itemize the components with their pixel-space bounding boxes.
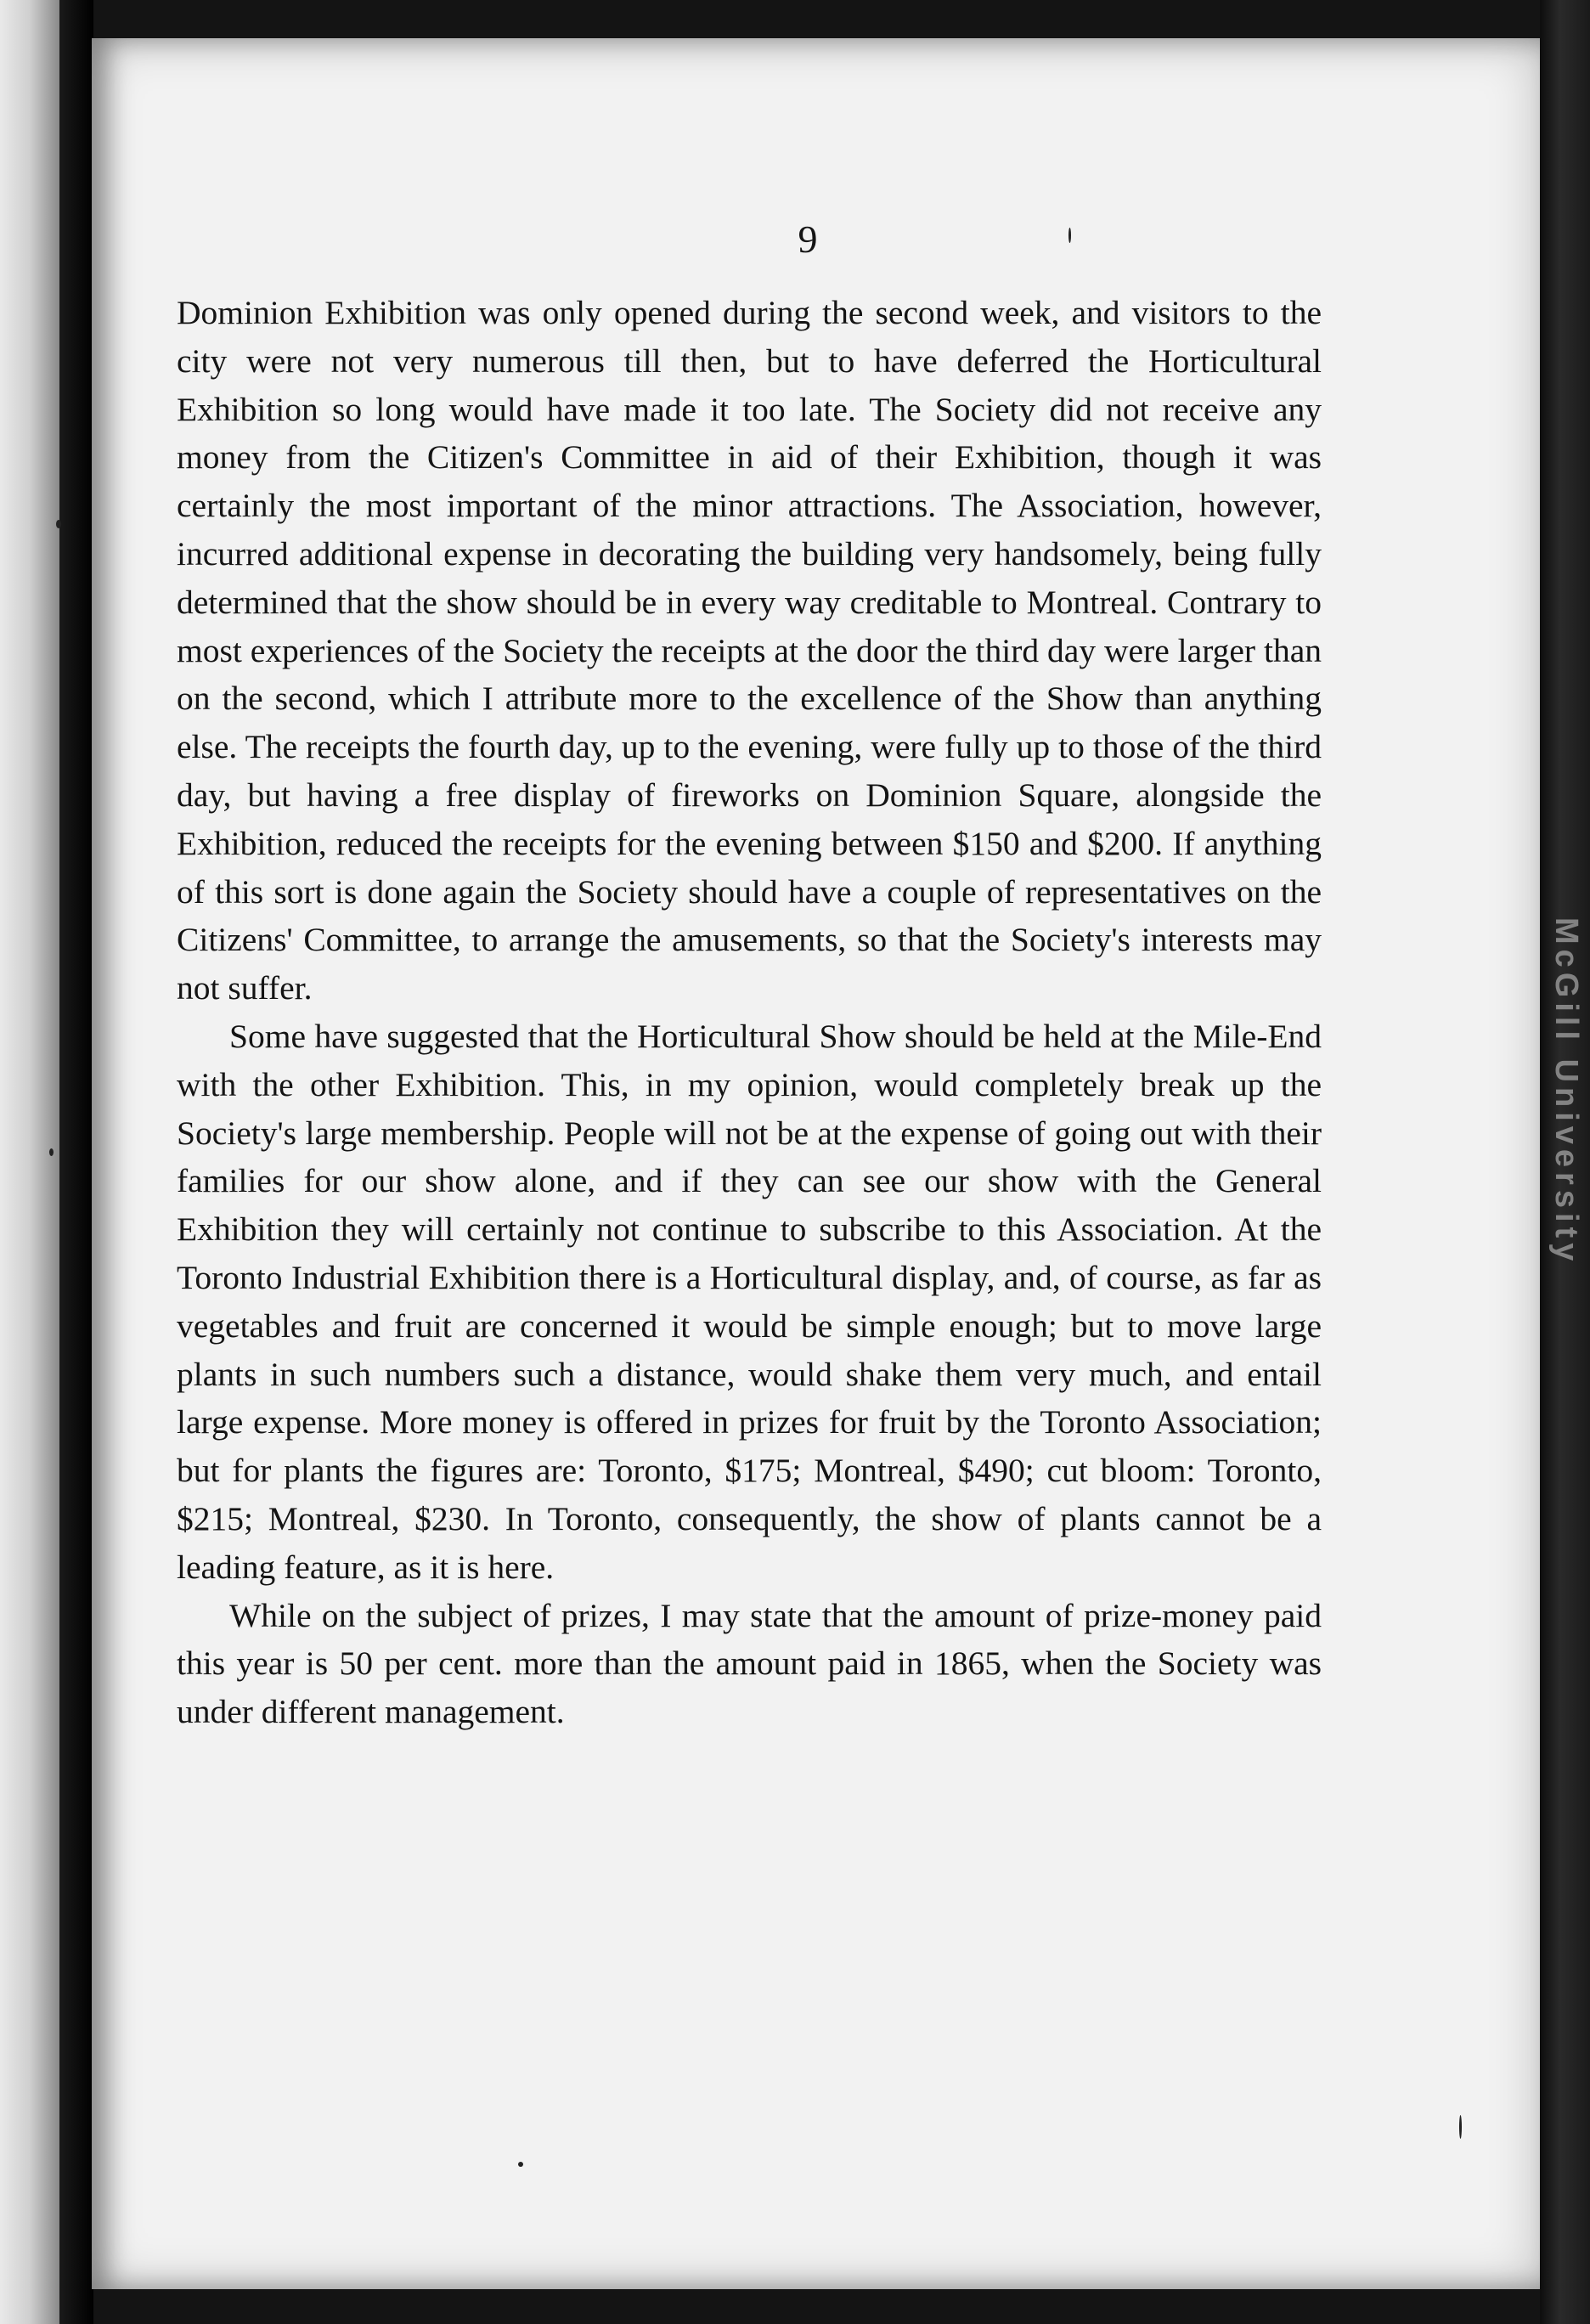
paragraph-1: Dominion Exhibition was only opened during the second week, and visitors to the city were not very numerous till then, but to have deferred the Horticultural Exhibition so long would have made it too late. The Society did not receive any money from the Citizen's Committee in aid of their Exhibition, though it was certainly the most important of the minor attractions. The Association, however, incurred additional expense in decorating the building very handsomely, being fully determined that the show should be in every way creditable to Montreal. Contrary to most experiences of the Society the receipts at the door the third day were larger than on the second, which I attribute more to the excellence of the Show than anything else. The receipts the fourth day, up to the evening, were fully up to those of the third day, but having a free display of fireworks on Dominion Square, alongside the Exhibition, reduced the receipts for the evening between $150 and $200. If anything of this sort is done again the Society should have a couple of representatives on the Citizens' Committee, to arrange the amusements, so that the Society's interests may not suffer. [177, 294, 1322, 1007]
scan-speck [49, 1148, 54, 1156]
scan-speck [1068, 228, 1071, 243]
scan-speck [1459, 2115, 1462, 2139]
scan-speck [56, 520, 61, 528]
book-spine [1540, 0, 1590, 2324]
paragraph-2: Some have suggested that the Horticultural Show should be held at the Mile-End with the other Exhibition. This, in my opinion, would completely break up the Society's large membership. People will not be at the expense of going out with their families for our show alone, and if they can see our show with the General Exhibition they will certainly not continue to subscribe to this Association. At the Toronto Industrial Exhibition there is a Horticultural display, and, of course, as far as vegetables and fruit are concerned it would be simple enough; but to move large plants in such numbers such a distance, would shake them very much, and entail large expense. More money is offered in prizes for fruit by the Toronto Association; but for plants the figures are: Toronto, $175; Montreal, $490; cut bloom: Toronto, $215; Montreal, $230. In Toronto, consequently, the show of plants cannot be a leading feature, as it is here. [177, 1017, 1322, 1586]
left-page-edge [0, 0, 59, 2324]
page-number: 9 [798, 217, 818, 261]
spine-label: McGill University [1548, 917, 1584, 1266]
binding-shadow [59, 0, 93, 2324]
body-text [177, 289, 1322, 1736]
scan-speck [518, 2162, 523, 2167]
paragraph-3: While on the subject of prizes, I may state that the amount of prize-money paid this year is 50 per cent. more than the amount paid in 1865, when the Society was under different management. [177, 1596, 1322, 1731]
